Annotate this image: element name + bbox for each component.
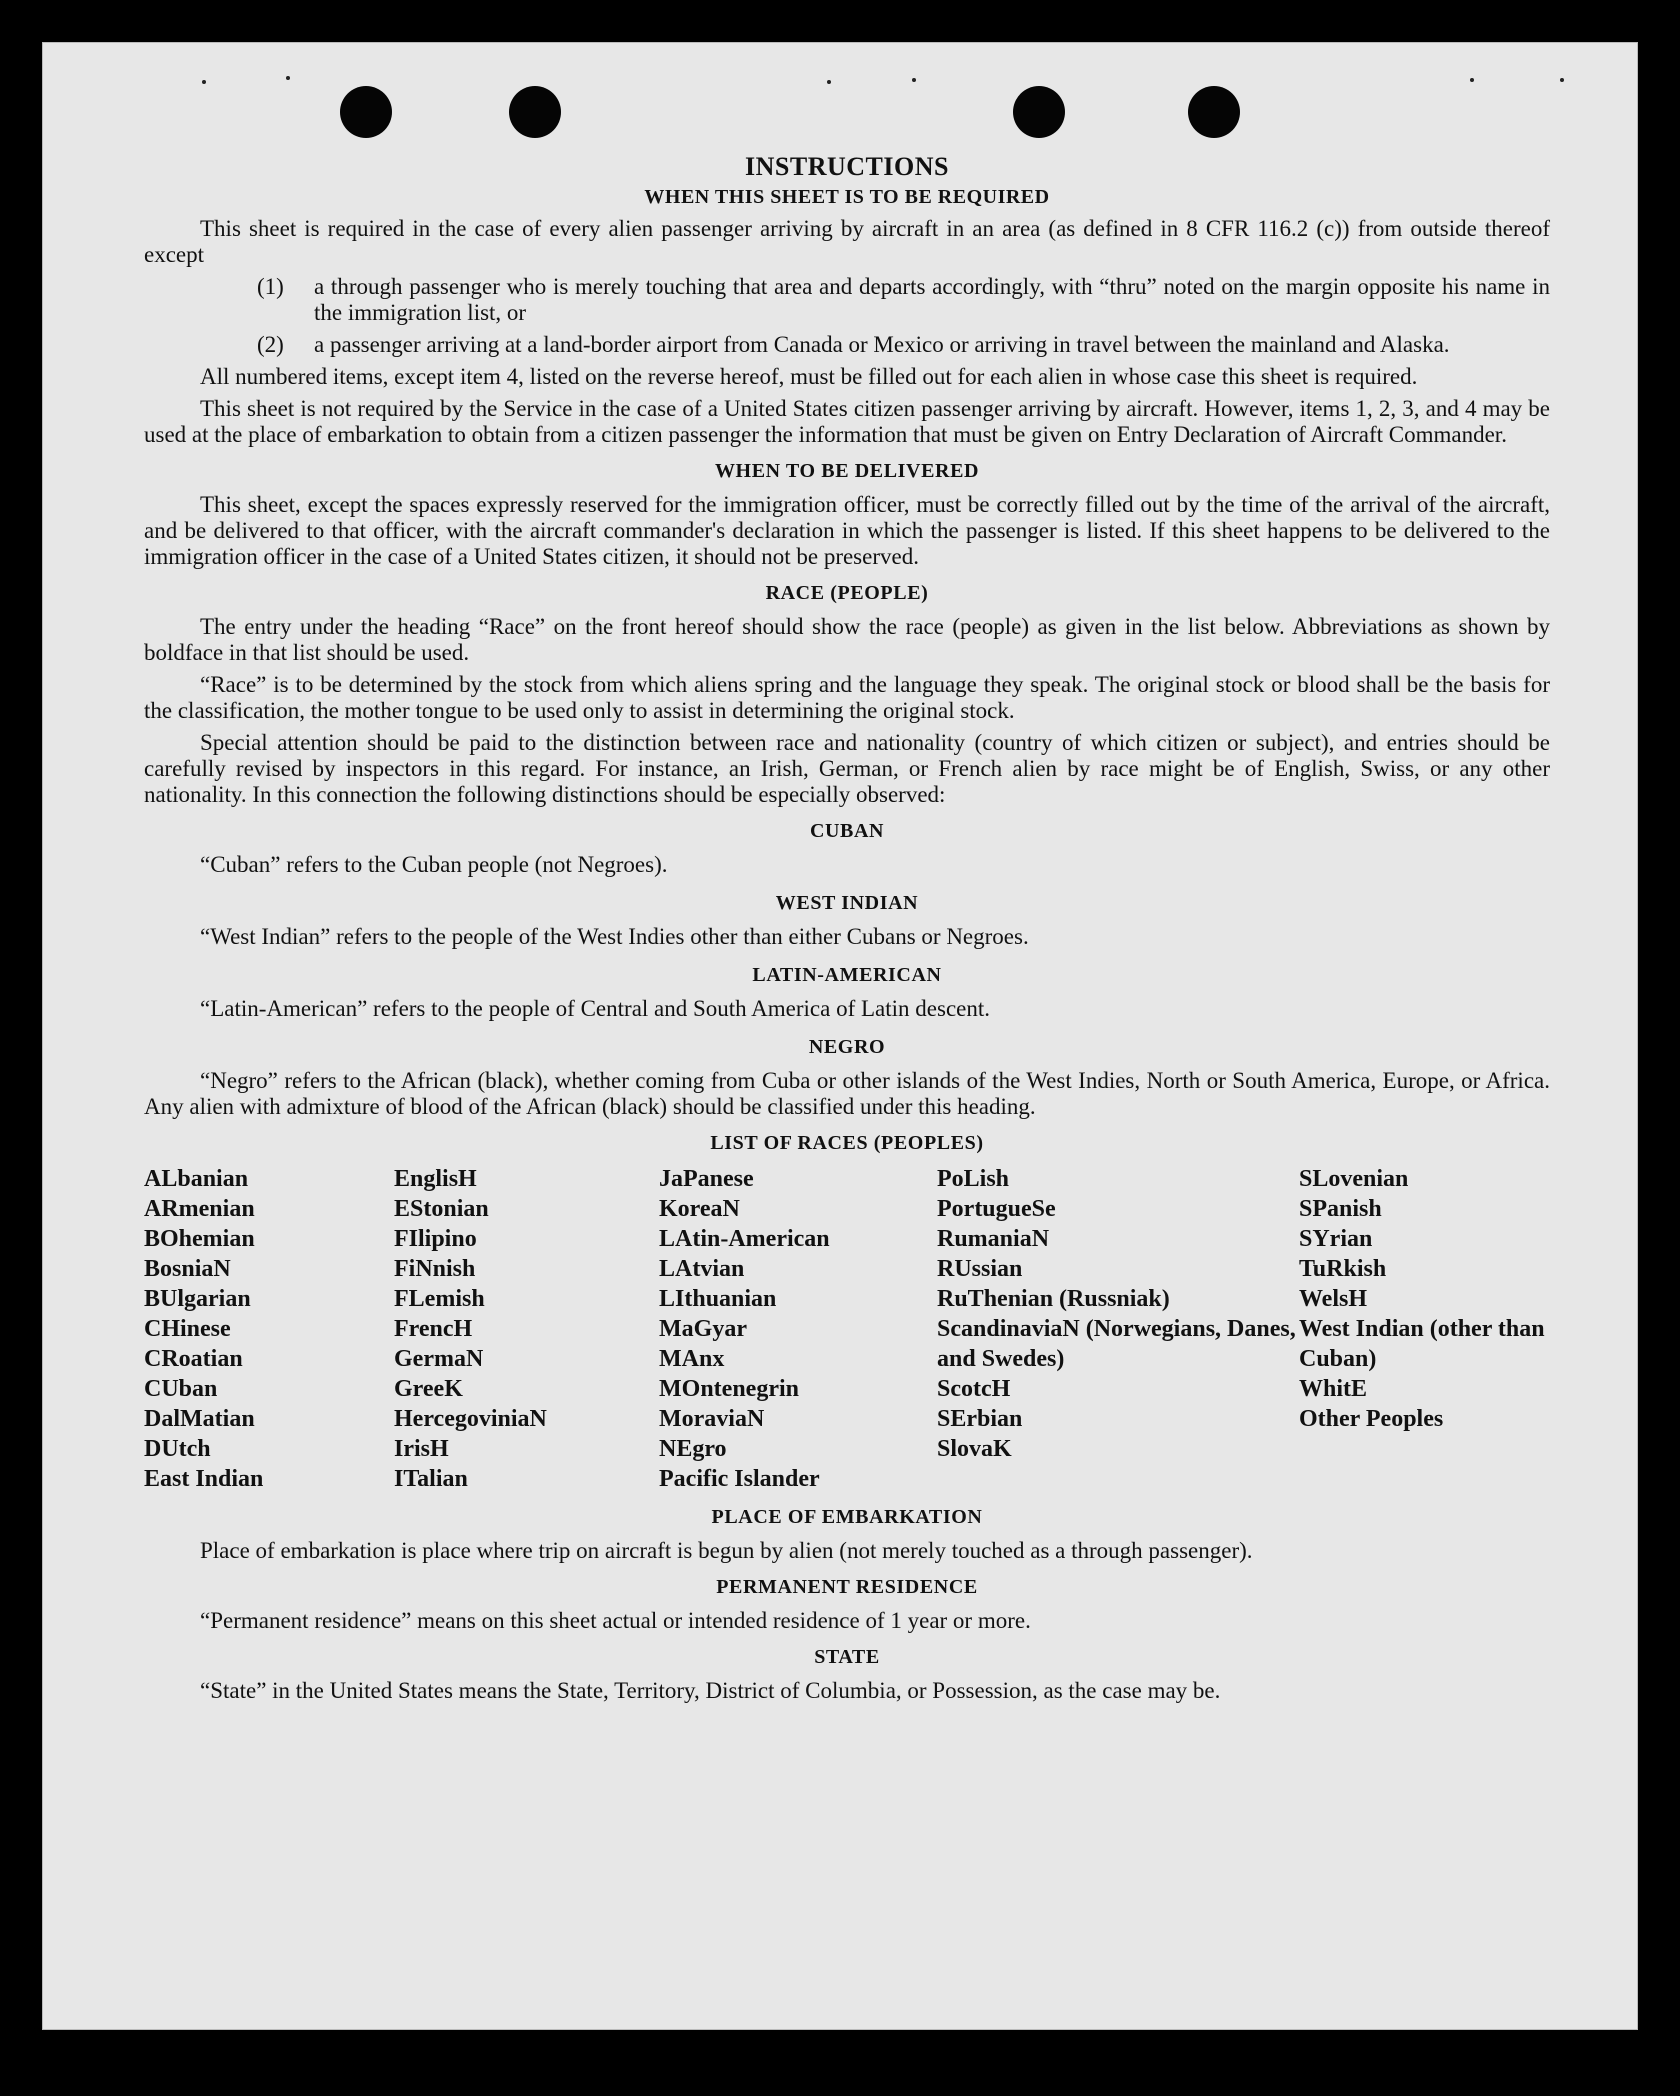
paragraph: This sheet, except the spaces expressly reserved for the immigration officer, must be correctly filled out by the time of the arrival of the aircraft, and be delivered to that officer, with the aircraft commander's declaration in which the passenger is listed. If this sheet happens to be delivered to the immigration officer in the case of a United States citizen, it should not be preserved. (144, 492, 1550, 569)
paragraph: Special attention should be paid to the distinction between race and nationality (country of which citizen or subject), and entries should be carefully revised by inspectors in this regard. For instance, an Irish, German, or French alien by race might be of English, Swiss, or any other nationality. In this connection the following distinctions should be especially observed: (144, 730, 1550, 807)
paragraph: This sheet is required in the case of every alien passenger arriving by aircraft in an area (as defined in 8 CFR 116.2 (c)) from outside thereof except (144, 216, 1550, 267)
races-column (659, 1164, 937, 1494)
speck (827, 80, 831, 84)
race-entry: PortugueSe (937, 1196, 1056, 1222)
race-entry: BOhemian (144, 1226, 255, 1252)
race-entry: RumaniaN (937, 1226, 1050, 1252)
race-entry: ALbanian (144, 1166, 249, 1192)
race-entry: SErbian (937, 1406, 1023, 1432)
race-entry: FiNnish (394, 1256, 476, 1282)
race-entry: SPanish (1299, 1196, 1382, 1222)
race-entry: Pacific Islander (659, 1466, 820, 1492)
definition: “Latin-American” refers to the people of Central and South America of Latin descent. (200, 996, 990, 1021)
speck (286, 76, 290, 80)
race-entry: RUssian (937, 1256, 1023, 1282)
race-entry: West Indian (other than Cuban) (1299, 1316, 1545, 1372)
race-entry: ScotcH (937, 1376, 1011, 1402)
race-entry: GermaN (394, 1346, 484, 1372)
race-entry: ITalian (394, 1466, 468, 1492)
race-entry: DalMatian (144, 1406, 255, 1432)
race-entry: DUtch (144, 1436, 211, 1462)
paragraph: “State” in the United States means the State, Territory, District of Columbia, or Possession, as the case may be. (200, 1678, 1221, 1703)
race-entry: HercegoviniaN (394, 1406, 547, 1432)
section-title: CUBAN (809, 820, 885, 842)
race-entry: LAtvian (659, 1256, 745, 1282)
race-entry: SlovaK (937, 1436, 1012, 1462)
item-number: (2) (257, 332, 284, 357)
race-entry: CUban (144, 1376, 218, 1402)
race-entry: KoreaN (659, 1196, 740, 1222)
race-entry: IrisH (394, 1436, 449, 1462)
race-entry: WelsH (1299, 1286, 1368, 1312)
race-entry: LIthuanian (659, 1286, 777, 1312)
paragraph: “Negro” refers to the African (black), whether coming from Cuba or other islands of the West Indies, North or South America, Europe, or Africa. Any alien with admixture of blood of the African (black) should be classified under this heading. (144, 1068, 1550, 1119)
race-entry: LAtin-American (659, 1226, 830, 1252)
race-entry: FrencH (394, 1316, 473, 1342)
race-entry: CHinese (144, 1316, 231, 1342)
race-entry: SLovenian (1299, 1166, 1409, 1192)
race-entry: JaPanese (659, 1166, 754, 1192)
section-title: LIST OF RACES (PEOPLES) (710, 1132, 984, 1154)
race-entry: BosniaN (144, 1256, 231, 1282)
races-list (144, 1164, 1550, 1494)
race-entry: MOntenegrin (659, 1376, 799, 1402)
races-column (937, 1164, 1299, 1494)
race-entry: ARmenian (144, 1196, 255, 1222)
page-title: INSTRUCTIONS (745, 152, 949, 181)
speck (1470, 78, 1474, 82)
speck (202, 80, 206, 84)
race-entry: Other Peoples (1299, 1406, 1444, 1432)
race-entry: EnglisH (394, 1166, 477, 1192)
instructions-text (144, 118, 1550, 1710)
race-entry: EStonian (394, 1196, 489, 1222)
section-title: STATE (814, 1646, 880, 1668)
paragraph: “Race” is to be determined by the stock from which aliens spring and the language they speak. The original stock or blood shall be the basis for the classification, the mother tongue to be used only to assist in determining the original stock. (144, 672, 1550, 723)
race-entry: TuRkish (1299, 1256, 1387, 1282)
paragraph: Place of embarkation is place where trip on aircraft is begun by alien (not merely touched as a through passenger). (200, 1538, 1253, 1563)
race-entry: FIlipino (394, 1226, 477, 1252)
races-column (394, 1164, 659, 1494)
paragraph: This sheet is not required by the Service in the case of a United States citizen passenger arriving by aircraft. However, items 1, 2, 3, and 4 may be used at the place of embarkation to obtain from a citizen passenger the information that must be given on Entry Declaration of Aircraft Commander. (144, 396, 1550, 447)
race-entry: GreeK (394, 1376, 463, 1402)
race-entry: CRoatian (144, 1346, 243, 1372)
definition: “West Indian” refers to the people of the West Indies other than either Cubans or Negroes. (200, 924, 1029, 949)
race-entry: ScandinaviaN (Norwegians, Danes, and Swedes) (937, 1316, 1296, 1372)
race-entry: SYrian (1299, 1226, 1373, 1252)
race-entry: MAnx (659, 1346, 725, 1372)
race-entry: MaGyar (659, 1316, 747, 1342)
definition: “Cuban” refers to the Cuban people (not Negroes). (200, 852, 668, 877)
item-text: a passenger arriving at a land-border airport from Canada or Mexico or arriving in travel between the mainland and Alaska. (314, 332, 1450, 357)
races-column (1299, 1164, 1550, 1494)
race-entry: PoLish (937, 1166, 1010, 1192)
definition: “Permanent residence” means on this sheet actual or intended residence of 1 year or more. (200, 1608, 1031, 1633)
document-page (42, 42, 1638, 2030)
race-entry: East Indian (144, 1466, 264, 1492)
race-entry: FLemish (394, 1286, 485, 1312)
item-text: a through passenger who is merely touching that area and departs accordingly, with “thru” noted on the margin opposite his name in the immigration list, or (314, 274, 1550, 325)
section-title: LATIN-AMERICAN (752, 964, 942, 986)
race-entry: RuThenian (Russniak) (937, 1286, 1170, 1312)
race-entry: BUlgarian (144, 1286, 251, 1312)
races-column (144, 1164, 394, 1494)
item-number: (1) (257, 274, 284, 299)
section-title: PERMANENT RESIDENCE (716, 1576, 978, 1598)
paragraph: All numbered items, except item 4, listed on the reverse hereof, must be filled out for each alien in whose case this sheet is required. (200, 364, 1418, 389)
section-title: PLACE OF EMBARKATION (711, 1506, 983, 1528)
section-title: WHEN THIS SHEET IS TO BE REQUIRED (644, 186, 1050, 208)
paragraph: The entry under the heading “Race” on the front hereof should show the race (people) as given in the list below. Abbreviations as shown by boldface in that list should be used. (144, 614, 1550, 665)
list-item (257, 332, 1550, 358)
section-title: WHEN TO BE DELIVERED (714, 460, 980, 482)
speck (1560, 78, 1564, 82)
section-title: RACE (PEOPLE) (765, 582, 929, 604)
race-entry: NEgro (659, 1436, 727, 1462)
list-item (257, 274, 1550, 326)
race-entry: WhitE (1299, 1376, 1368, 1402)
section-title: WEST INDIAN (775, 892, 919, 914)
race-entry: MoraviaN (659, 1406, 765, 1432)
section-title: NEGRO (808, 1036, 886, 1058)
speck (912, 78, 916, 82)
